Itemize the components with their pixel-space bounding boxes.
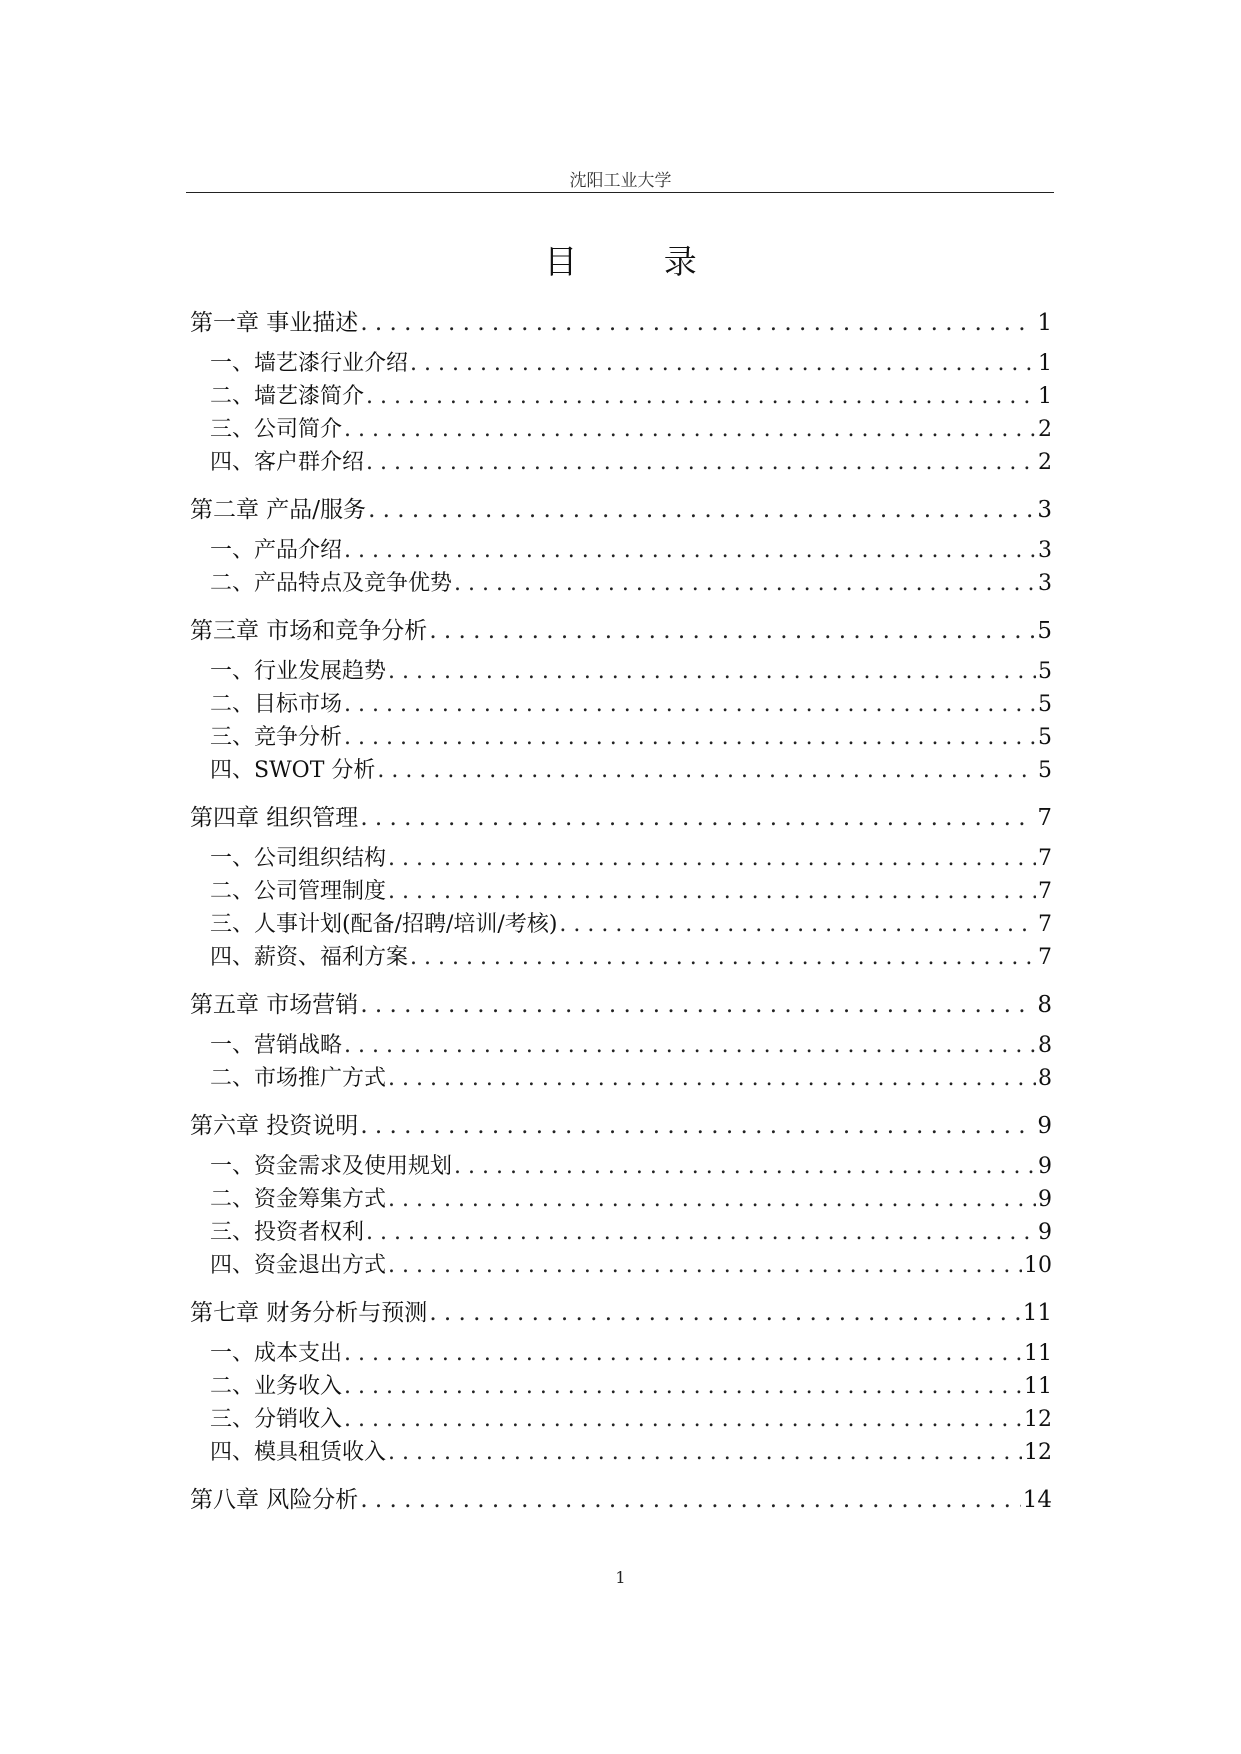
toc-section-entry[interactable] bbox=[190, 1149, 1052, 1182]
toc-entry-page: 3 bbox=[1038, 538, 1052, 563]
toc-entry-label: 一、营销战略 bbox=[210, 1033, 343, 1058]
toc-entry-page: 3 bbox=[1038, 571, 1052, 596]
toc-entry-page: 3 bbox=[1037, 497, 1052, 523]
toc-section-entry[interactable] bbox=[190, 1215, 1052, 1248]
toc-entry-page: 9 bbox=[1038, 1220, 1052, 1245]
toc-entry-page: 5 bbox=[1038, 692, 1052, 717]
toc-chapter-entry[interactable] bbox=[190, 491, 1052, 522]
toc-entry-page: 10 bbox=[1024, 1253, 1052, 1278]
toc-entry-page: 7 bbox=[1038, 846, 1052, 871]
toc-entry-label: 第五章 市场营销 bbox=[190, 992, 359, 1018]
toc-entry-page: 7 bbox=[1037, 805, 1052, 831]
toc-section-entry[interactable] bbox=[190, 1061, 1052, 1094]
toc-entry-label: 第四章 组织管理 bbox=[190, 805, 359, 831]
toc-entry-label: 一、成本支出 bbox=[210, 1341, 343, 1366]
toc-entry-page: 1 bbox=[1038, 351, 1052, 376]
toc-entry-page: 12 bbox=[1024, 1407, 1052, 1432]
toc-entry-page: 9 bbox=[1037, 1113, 1052, 1139]
toc-section-entry[interactable] bbox=[190, 412, 1052, 445]
toc-entry-label: 三、公司简介 bbox=[210, 417, 343, 442]
toc-section-entry[interactable] bbox=[190, 907, 1052, 940]
toc-entry-label: 一、行业发展趋势 bbox=[210, 659, 387, 684]
toc-section-entry[interactable] bbox=[190, 720, 1052, 753]
toc-section-entry[interactable] bbox=[190, 566, 1052, 599]
toc-section-entry[interactable] bbox=[190, 379, 1052, 412]
toc-section-entry[interactable] bbox=[190, 1435, 1052, 1468]
toc-entry-page: 7 bbox=[1038, 945, 1052, 970]
footer-page-number: 1 bbox=[615, 1568, 626, 1587]
toc-section-entry[interactable] bbox=[190, 1182, 1052, 1215]
toc-entry-page: 8 bbox=[1037, 992, 1052, 1018]
toc-entry-label: 二、业务收入 bbox=[210, 1374, 343, 1399]
toc-entry-page: 11 bbox=[1022, 1300, 1052, 1326]
toc-dot-leader bbox=[344, 1341, 1022, 1366]
toc-chapter-entry[interactable] bbox=[190, 1481, 1052, 1512]
toc-entry-page: 11 bbox=[1024, 1341, 1052, 1366]
toc-dot-leader bbox=[344, 1033, 1036, 1058]
toc-dot-leader bbox=[360, 1113, 1035, 1139]
running-header: 沈阳工业大学 bbox=[569, 171, 672, 191]
toc-dot-leader bbox=[344, 538, 1036, 563]
toc-entry-label: 第一章 事业描述 bbox=[190, 310, 359, 336]
toc-entry-page: 5 bbox=[1038, 725, 1052, 750]
toc-entry-label: 三、人事计划(配备/招聘/培训/考核) bbox=[210, 912, 558, 937]
toc-dot-leader bbox=[388, 879, 1036, 904]
toc-entry-page: 12 bbox=[1024, 1440, 1052, 1465]
toc-entry-page: 9 bbox=[1038, 1187, 1052, 1212]
toc-dot-leader bbox=[410, 351, 1036, 376]
toc-entry-page: 11 bbox=[1024, 1374, 1052, 1399]
toc-section-entry[interactable] bbox=[190, 753, 1052, 786]
toc-entry-page: 7 bbox=[1038, 879, 1052, 904]
toc-dot-leader bbox=[360, 805, 1035, 831]
toc-section-entry[interactable] bbox=[190, 1336, 1052, 1369]
toc-entry-label: 三、分销收入 bbox=[210, 1407, 343, 1432]
toc-entry-label: 二、公司管理制度 bbox=[210, 879, 387, 904]
toc-entry-page: 2 bbox=[1038, 417, 1052, 442]
toc-section-entry[interactable] bbox=[190, 1028, 1052, 1061]
toc-dot-leader bbox=[366, 384, 1036, 409]
toc-dot-leader bbox=[388, 1187, 1036, 1212]
toc-section-entry[interactable] bbox=[190, 1248, 1052, 1281]
toc-dot-leader bbox=[410, 945, 1036, 970]
toc-entry-label: 三、竞争分析 bbox=[210, 725, 343, 750]
toc-title: 目 录 bbox=[544, 242, 735, 281]
toc-section-entry[interactable] bbox=[190, 940, 1052, 973]
toc-section-entry[interactable] bbox=[190, 687, 1052, 720]
toc-entry-page: 2 bbox=[1038, 450, 1052, 475]
toc-section-entry[interactable] bbox=[190, 533, 1052, 566]
toc-dot-leader bbox=[388, 1253, 1022, 1278]
toc-entry-label: 四、客户群介绍 bbox=[210, 450, 365, 475]
toc-dot-leader bbox=[388, 846, 1036, 871]
toc-dot-leader bbox=[360, 992, 1035, 1018]
toc-entry-label: 第三章 市场和竞争分析 bbox=[190, 618, 428, 644]
toc-entry-label: 第六章 投资说明 bbox=[190, 1113, 359, 1139]
toc-section-entry[interactable] bbox=[190, 1369, 1052, 1402]
toc-entry-label: 二、资金筹集方式 bbox=[210, 1187, 387, 1212]
toc-entry-page: 9 bbox=[1038, 1154, 1052, 1179]
header-divider bbox=[186, 192, 1054, 193]
toc-chapter-entry[interactable] bbox=[190, 612, 1052, 643]
toc-entry-page: 8 bbox=[1038, 1033, 1052, 1058]
toc-entry-label: 一、资金需求及使用规划 bbox=[210, 1154, 453, 1179]
toc-entry-label: 四、资金退出方式 bbox=[210, 1253, 387, 1278]
toc-section-entry[interactable] bbox=[190, 1402, 1052, 1435]
toc-dot-leader bbox=[360, 1487, 1020, 1513]
toc-dot-leader bbox=[344, 417, 1036, 442]
toc-section-entry[interactable] bbox=[190, 445, 1052, 478]
toc-dot-leader bbox=[344, 1374, 1022, 1399]
toc-entry-page: 5 bbox=[1038, 659, 1052, 684]
toc-dot-leader bbox=[454, 1154, 1036, 1179]
toc-entry-label: 第八章 风险分析 bbox=[190, 1487, 359, 1513]
toc-entry-label: 第七章 财务分析与预测 bbox=[190, 1300, 428, 1326]
toc-section-entry[interactable] bbox=[190, 874, 1052, 907]
toc-entry-label: 二、市场推广方式 bbox=[210, 1066, 387, 1091]
toc-dot-leader bbox=[559, 912, 1036, 937]
toc-entry-page: 5 bbox=[1038, 758, 1052, 783]
toc-entry-label: 一、墙艺漆行业介绍 bbox=[210, 351, 409, 376]
toc-entry-label: 一、产品介绍 bbox=[210, 538, 343, 563]
toc-dot-leader bbox=[388, 1440, 1022, 1465]
toc-section-entry[interactable] bbox=[190, 654, 1052, 687]
toc-entry-page: 8 bbox=[1038, 1066, 1052, 1091]
toc-dot-leader bbox=[344, 725, 1036, 750]
toc-dot-leader bbox=[344, 1407, 1022, 1432]
toc-dot-leader bbox=[388, 659, 1036, 684]
toc-dot-leader bbox=[366, 450, 1036, 475]
toc-dot-leader bbox=[429, 618, 1035, 644]
toc-dot-leader bbox=[377, 758, 1036, 783]
toc-entry-label: 二、产品特点及竞争优势 bbox=[210, 571, 453, 596]
toc-chapter-entry[interactable] bbox=[190, 1294, 1052, 1325]
toc-chapter-entry[interactable] bbox=[190, 304, 1052, 335]
toc-dot-leader bbox=[388, 1066, 1036, 1091]
toc-entry-page: 7 bbox=[1038, 912, 1052, 937]
toc-chapter-entry[interactable] bbox=[190, 986, 1052, 1017]
toc-dot-leader bbox=[368, 497, 1035, 523]
toc-dot-leader bbox=[360, 310, 1035, 336]
toc-entry-label: 四、薪资、福利方案 bbox=[210, 945, 409, 970]
toc-dot-leader bbox=[429, 1300, 1020, 1326]
toc-section-entry[interactable] bbox=[190, 841, 1052, 874]
toc-entry-label: 二、目标市场 bbox=[210, 692, 343, 717]
toc-entry-page: 5 bbox=[1037, 618, 1052, 644]
toc-chapter-entry[interactable] bbox=[190, 799, 1052, 830]
toc-chapter-entry[interactable] bbox=[190, 1107, 1052, 1138]
toc-section-entry[interactable] bbox=[190, 346, 1052, 379]
toc-entry-label: 四、模具租赁收入 bbox=[210, 1440, 387, 1465]
toc-dot-leader bbox=[344, 692, 1036, 717]
toc-entry-label: 四、SWOT 分析 bbox=[210, 758, 376, 783]
toc-dot-leader bbox=[454, 571, 1036, 596]
toc-entry-page: 14 bbox=[1022, 1487, 1052, 1513]
toc-entry-label: 三、投资者权利 bbox=[210, 1220, 365, 1245]
toc-entry-page: 1 bbox=[1037, 310, 1052, 336]
toc-dot-leader bbox=[366, 1220, 1036, 1245]
table-of-contents bbox=[190, 300, 1052, 1523]
toc-entry-label: 二、墙艺漆简介 bbox=[210, 384, 365, 409]
toc-entry-page: 1 bbox=[1038, 384, 1052, 409]
toc-entry-label: 一、公司组织结构 bbox=[210, 846, 387, 871]
toc-entry-label: 第二章 产品/服务 bbox=[190, 497, 367, 523]
